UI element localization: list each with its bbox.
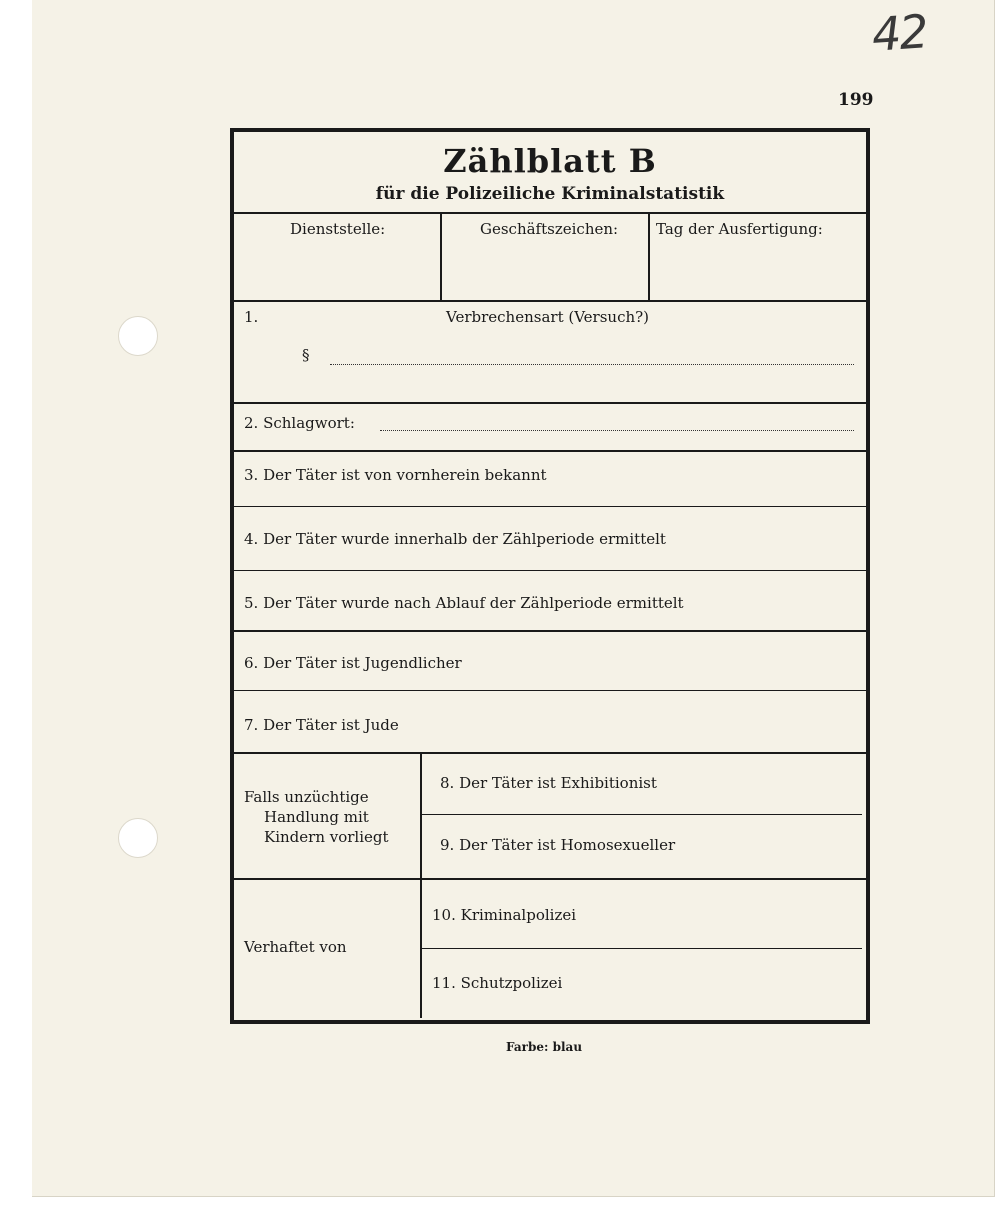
- page-number: 199: [838, 90, 874, 110]
- punch-hole-top: [118, 316, 158, 356]
- divider: [440, 212, 442, 300]
- dotted-fill-line: [380, 430, 854, 431]
- color-note: Farbe: blau: [506, 1040, 583, 1054]
- field-tag-label: Tag der Ausfertigung:: [656, 220, 823, 238]
- divider: [648, 212, 650, 300]
- divider: [234, 450, 866, 452]
- field-geschaeftszeichen-label: Geschäftszeichen:: [480, 220, 619, 238]
- item-8-label: 8. Der Täter ist Exhibitionist: [440, 774, 657, 792]
- item-4-label: 4. Der Täter wurde innerhalb der Zählperiode ermittelt: [244, 530, 666, 548]
- handwritten-archive-number: 42: [870, 4, 929, 62]
- field-dienststelle-label: Dienststelle:: [290, 220, 386, 238]
- item-3-label: 3. Der Täter ist von vornherein bekannt: [244, 466, 547, 484]
- divider: [234, 690, 866, 691]
- group-label-line-3: Kindern vorliegt: [264, 828, 389, 846]
- counting-sheet-form: [230, 128, 870, 1024]
- divider: [234, 752, 866, 754]
- divider: [420, 752, 422, 1018]
- divider: [234, 506, 866, 507]
- divider: [234, 570, 866, 571]
- item-1-label: Verbrechensart (Versuch?): [446, 308, 650, 326]
- item-9-label: 9. Der Täter ist Homosexueller: [440, 836, 676, 854]
- paragraph-sign: §: [302, 346, 310, 364]
- item-10-label: 10. Kriminalpolizei: [432, 906, 577, 924]
- item-7-label: 7. Der Täter ist Jude: [244, 716, 399, 734]
- group-label-line-2: Handlung mit: [264, 808, 369, 826]
- divider: [234, 630, 866, 632]
- divider: [234, 300, 866, 302]
- dotted-fill-line: [330, 364, 854, 365]
- arrest-label: Verhaftet von: [244, 938, 347, 956]
- item-11-label: 11. Schutzpolizei: [432, 974, 563, 992]
- form-title: Zählblatt B: [443, 142, 657, 180]
- item-5-label: 5. Der Täter wurde nach Ablauf der Zählperiode ermittelt: [244, 594, 684, 612]
- group-label-line-1: Falls unzüchtige: [244, 788, 369, 806]
- form-subtitle: für die Polizeiliche Kriminalstatistik: [375, 184, 725, 204]
- item-6-label: 6. Der Täter ist Jugendlicher: [244, 654, 462, 672]
- divider: [234, 878, 866, 880]
- divider: [234, 212, 866, 214]
- divider: [420, 814, 862, 815]
- punch-hole-bottom: [118, 818, 158, 858]
- divider: [234, 402, 866, 404]
- divider: [420, 948, 862, 949]
- item-2-label: 2. Schlagwort:: [244, 414, 355, 432]
- item-1-number: 1.: [244, 308, 259, 326]
